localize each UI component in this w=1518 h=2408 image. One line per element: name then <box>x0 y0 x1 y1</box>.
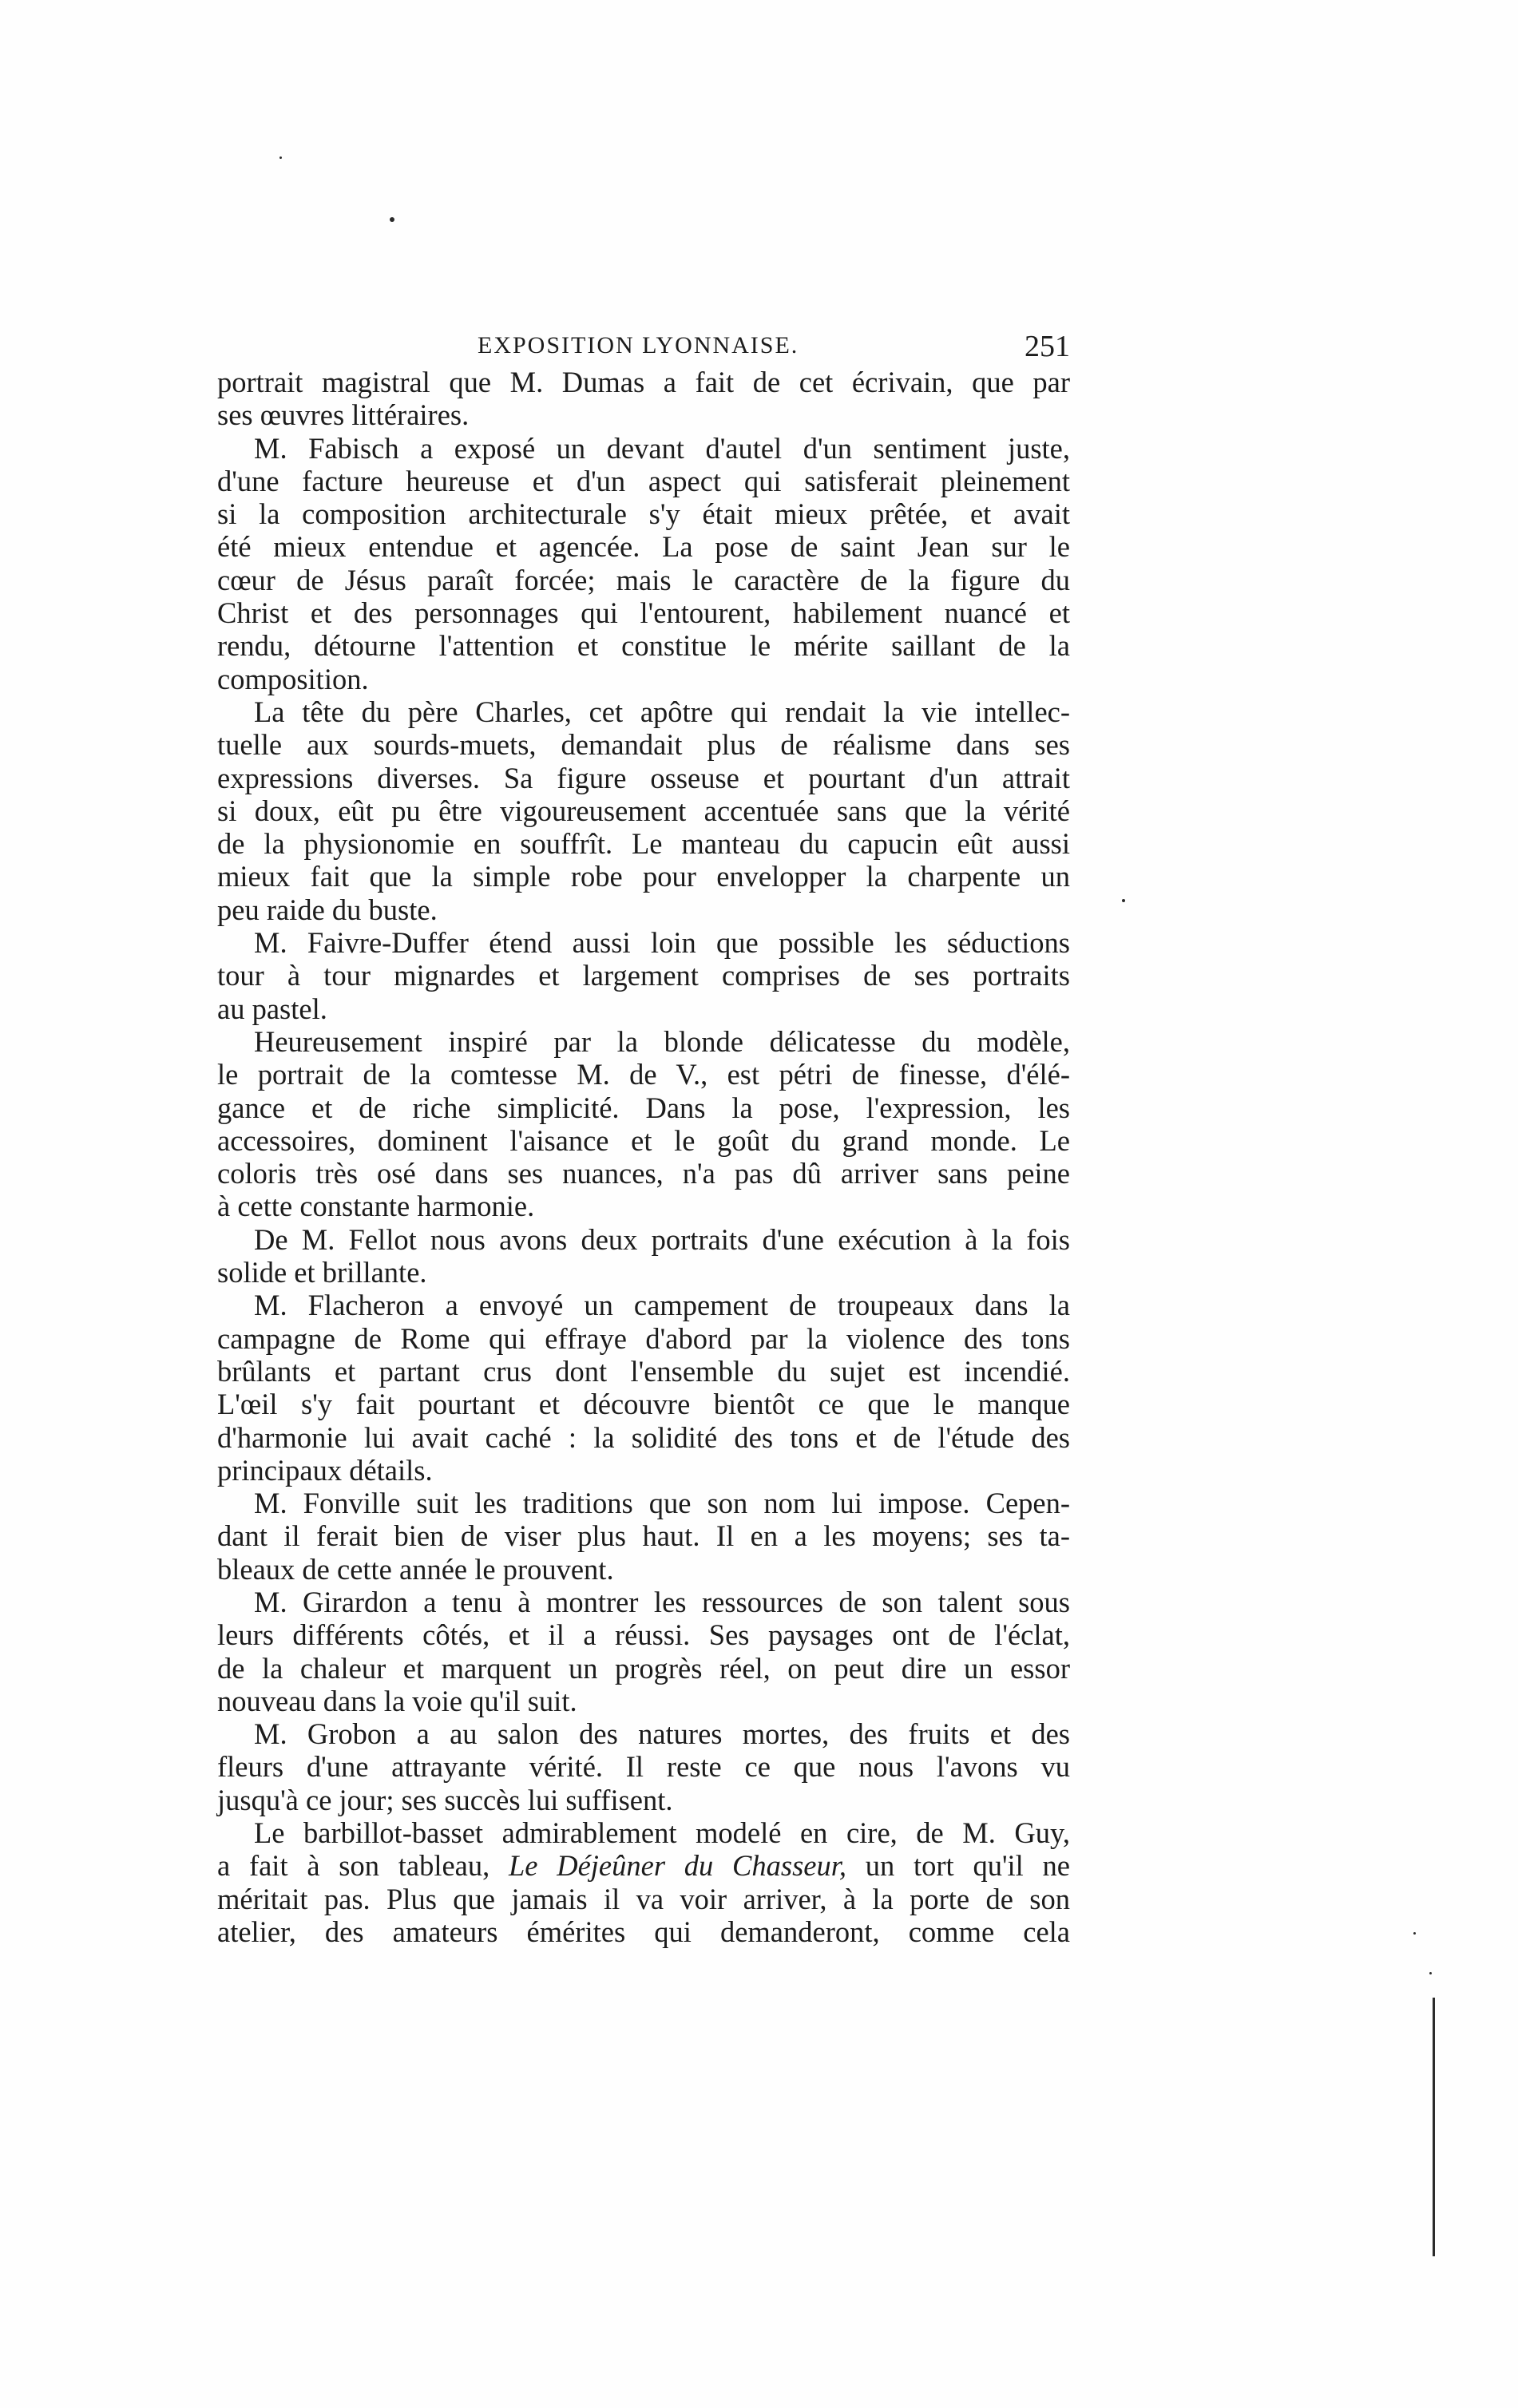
text-line: principaux détails. <box>217 1453 433 1487</box>
article-body <box>217 366 1070 1948</box>
text-line: Christ et des personnages qui l'entourent, habilement nuancé et <box>217 596 1070 630</box>
text-line: au pastel. <box>217 992 327 1025</box>
text-line: été mieux entendue et agencée. La pose de saint Jean sur le <box>217 530 1070 564</box>
text-line: jusqu'à ce jour; ses succès lui suffisent. <box>217 1783 673 1816</box>
text-line: méritait pas. Plus que jamais il va voir arriver, à la porte de son <box>217 1882 1070 1915</box>
text-line: La tête du père Charles, cet apôtre qui rendait la vie intellec- <box>254 695 1070 728</box>
text-line: coloris très osé dans ses nuances, n'a pas dû arriver sans peine <box>217 1157 1070 1190</box>
text-line: nouveau dans la voie qu'il suit. <box>217 1684 577 1717</box>
text-line: M. Grobon a au salon des natures mortes, des fruits et des <box>254 1717 1070 1751</box>
text-line <box>217 1849 1070 1882</box>
ink-speck <box>390 217 394 222</box>
text-line: de la physionomie en souffrît. Le manteau du capucin eût aussi <box>217 827 1070 861</box>
text-line: Heureusement inspiré par la blonde délicatesse du modèle, <box>254 1024 1070 1058</box>
text-line: à cette constante harmonie. <box>217 1190 535 1223</box>
text-line: campagne de Rome qui effraye d'abord par la violence des tons <box>217 1321 1070 1355</box>
text-line: expressions diverses. Sa figure osseuse et pourtant d'un attrait <box>217 761 1070 794</box>
text-line: d'une facture heureuse et d'un aspect qui satisferait pleinement <box>217 464 1070 497</box>
text-line: De M. Fellot nous avons deux portraits d'une exécution à la fois <box>254 1222 1070 1256</box>
text-line: L'œil s'y fait pourtant et découvre bientôt ce que le manque <box>217 1388 1070 1421</box>
text-line: composition. <box>217 662 369 695</box>
ink-speck <box>1413 1932 1416 1935</box>
page-number: 251 <box>1025 330 1070 363</box>
text-line: leurs différents côtés, et il a réussi. Ses paysages ont de l'éclat, <box>217 1618 1070 1652</box>
text-line: bleaux de cette année le prouvent. <box>217 1552 614 1586</box>
text-line: Le barbillot-basset admirablement modelé en cire, de M. Guy, <box>254 1816 1070 1850</box>
text-line: tour à tour mignardes et largement comprises de ses portraits <box>217 959 1070 992</box>
text-line: M. Fabisch a exposé un devant d'autel d'un sentiment juste, <box>254 431 1070 465</box>
text-line: peu raide du buste. <box>217 893 438 926</box>
text-line: cœur de Jésus paraît forcée; mais le caractère de la figure du <box>217 563 1070 596</box>
scan-edge-mark <box>1433 1998 1435 2256</box>
line-text: un tort qu'il ne <box>865 1849 1070 1883</box>
text-line: rendu, détourne l'attention et constitue le mérite saillant de la <box>217 629 1070 663</box>
text-line: M. Fonville suit les traditions que son nom lui impose. Cepen- <box>254 1487 1070 1520</box>
text-line: M. Girardon a tenu à montrer les ressources de son talent sous <box>254 1585 1070 1618</box>
ink-speck <box>1122 899 1125 902</box>
text-line: si doux, eût pu être vigoureusement accentuée sans que la vérité <box>217 794 1070 827</box>
text-line: accessoires, dominent l'aisance et le goût du grand monde. Le <box>217 1123 1070 1157</box>
text-line: portrait magistral que M. Dumas a fait de cet écrivain, que par <box>217 366 1070 398</box>
text-line: tuelle aux sourds-muets, demandait plus de réalisme dans ses <box>217 728 1070 762</box>
text-line: si la composition architecturale s'y était mieux prêtée, et avait <box>217 497 1070 531</box>
text-line: de la chaleur et marquent un progrès réel, on peut dire un essor <box>217 1651 1070 1685</box>
text-line: ses œuvres littéraires. <box>217 398 470 432</box>
text-line: dant il ferait bien de viser plus haut. Il en a les moyens; ses ta- <box>217 1519 1070 1553</box>
text-line: mieux fait que la simple robe pour envelopper la charpente un <box>217 860 1070 893</box>
text-line: fleurs d'une attrayante vérité. Il reste ce que nous l'avons vu <box>217 1750 1070 1784</box>
text-line: d'harmonie lui avait caché : la solidité des tons et de l'étude des <box>217 1420 1070 1454</box>
ink-speck <box>1429 1972 1432 1974</box>
text-line: gance et de riche simplicité. Dans la pose, l'expression, les <box>217 1091 1070 1124</box>
text-line: le portrait de la comtesse M. de V., est pétri de finesse, d'élé- <box>217 1058 1070 1091</box>
ink-speck <box>279 156 282 159</box>
text-line: brûlants et partant crus dont l'ensemble du sujet est incendié. <box>217 1354 1070 1388</box>
text-line: solide et brillante. <box>217 1256 427 1289</box>
painting-title: Le Déjeûner du Chasseur, <box>508 1849 847 1883</box>
line-text: a fait à son tableau, <box>217 1849 490 1883</box>
text-line: M. Flacheron a envoyé un campement de troupeaux dans la <box>254 1289 1070 1322</box>
text-line: M. Faivre-Duffer étend aussi loin que possible les séductions <box>254 926 1070 960</box>
running-title: EXPOSITION LYONNAISE. <box>478 332 799 358</box>
text-line: atelier, des amateurs émérites qui demanderont, comme cela <box>217 1915 1070 1948</box>
